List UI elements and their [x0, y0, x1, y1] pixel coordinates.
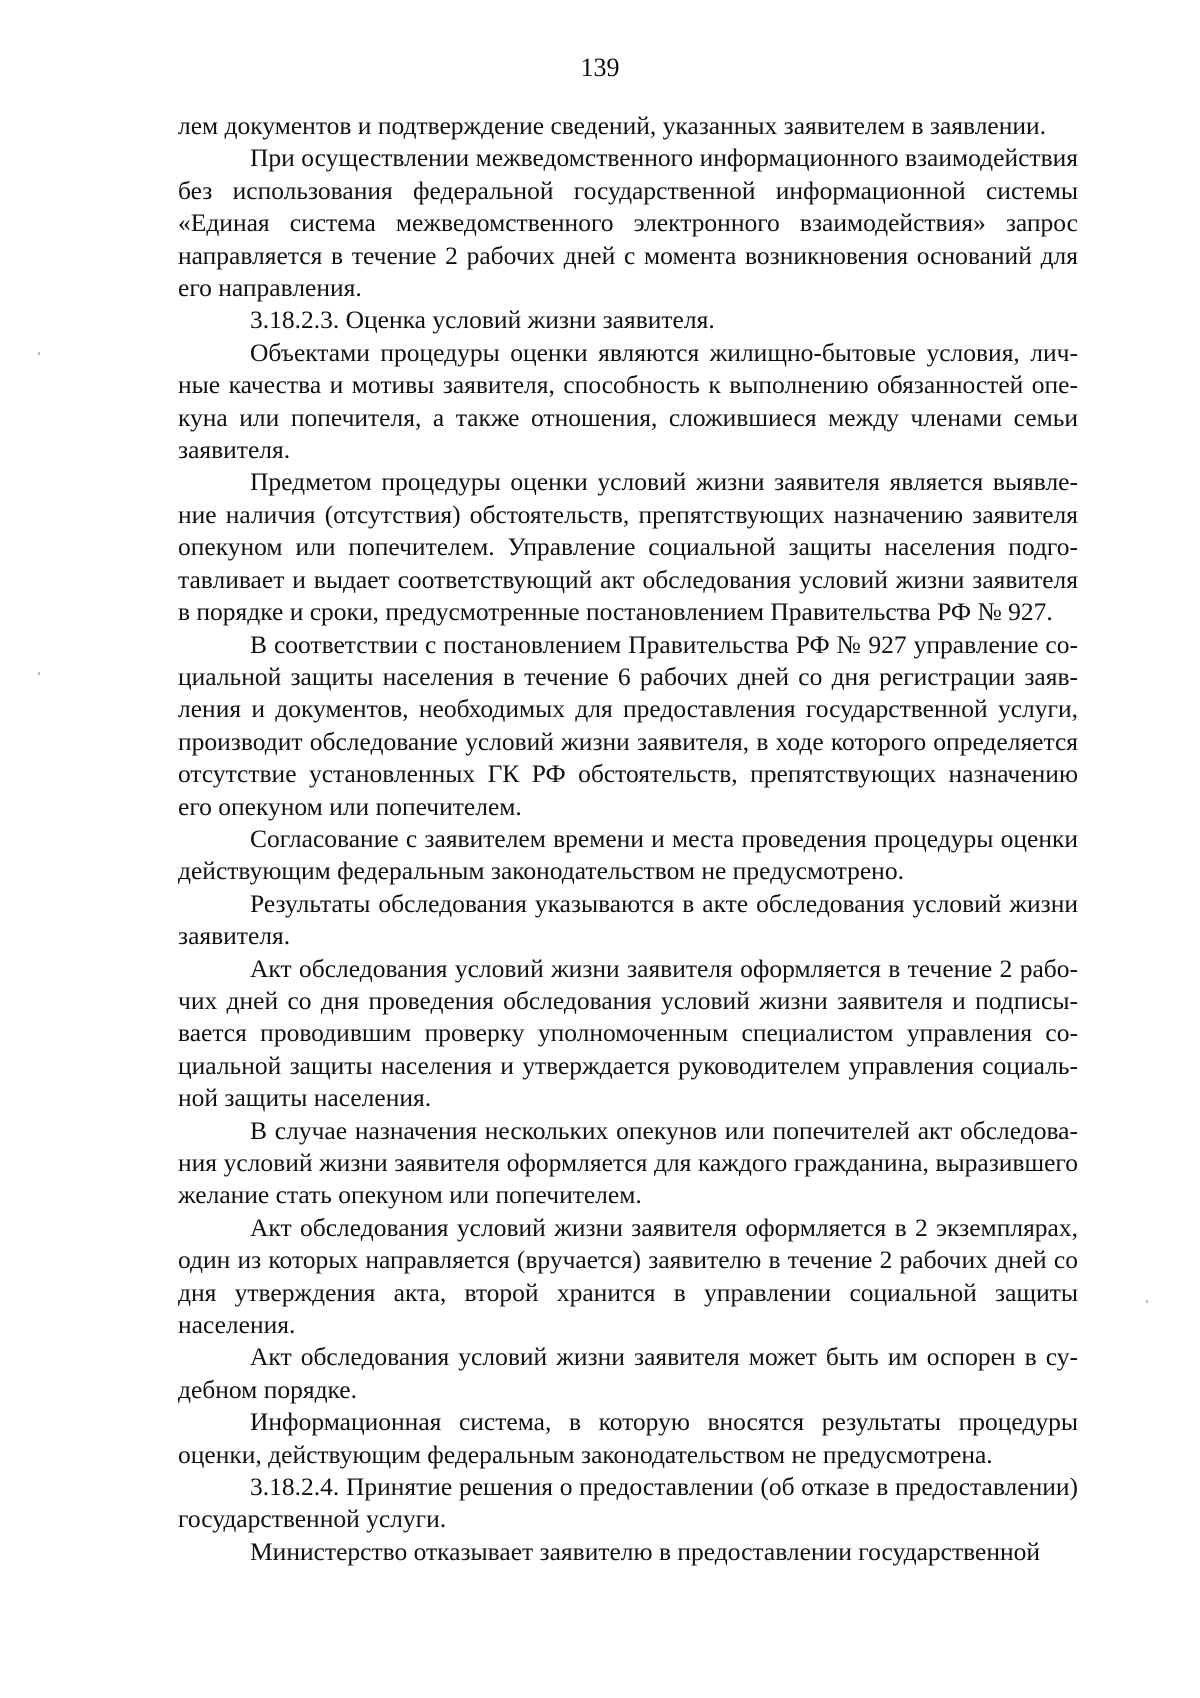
- section-heading-3-18-2-4: 3.18.2.4. Принятие решения о предоставлении (об отказе в предоставлении) государственной услуги.: [178, 1472, 1078, 1534]
- page-number: 139: [580, 53, 620, 82]
- paragraph-5: В соответствии с постановлением Правительства РФ № 927 управление социальной защиты населения в течение 6 рабочих дней со дня регистрации заявления и документов, необходимых для предоставления государственной услуги, производит обследование условий жизни заявителя, в ходе которого определяется отсутствие установленных ГК РФ обстоятельств, препятствующих назначению его опекуном или попечителем.: [178, 629, 1078, 821]
- paragraph-4: Предметом процедуры оценки условий жизни заявителя является выявление наличия (отсутствия) обстоятельств, препятствующих назначению заявителя опекуном или попечителем. Управление социальной защиты населения подготавливает и выдает соответствующий акт обследования условий жизни заявителя в порядке и сроки, предусмотренные постановлением Правительства РФ № 927.: [178, 467, 1078, 627]
- paragraph-7: Результаты обследования указываются в акте обследования условий жизни заявителя.: [178, 888, 1078, 951]
- scan-artifact: [38, 672, 40, 675]
- paragraph-1: лем документов и подтверждение сведений, указанных заявителем в заявлении.: [178, 111, 1047, 140]
- paragraph-2: При осуществлении межведомственного информационного взаимодействия без использования федеральной государственной информационной системы «Единая система межведомственного электронного взаимодействия» запрос направляется в течение 2 рабочих дней с момента возникновения оснований для его направления.: [178, 143, 1078, 303]
- paragraph-3: Объектами процедуры оценки являются жилищно-бытовые условия, личные качества и мотивы заявителя, способность к выполнению обязанностей опекуна или попечителя, а также отношения, сложившиеся между членами семьи заявителя.: [178, 337, 1078, 465]
- paragraph-12: Информационная система, в которую вносятся результаты процедуры оценки, действующим федеральным законодательством не предусмотрена.: [178, 1407, 1078, 1469]
- paragraph-9: В случае назначения нескольких опекунов или попечителей акт обследования условий жизни заявителя оформляется для каждого гражданина, выразившего желание стать опекуном или попечителем.: [178, 1115, 1078, 1210]
- scan-artifact: [38, 352, 40, 355]
- paragraph-13: Министерство отказывает заявителю в предоставлении государственной: [250, 1536, 1041, 1566]
- paragraph-11: Акт обследования условий жизни заявителя может быть им оспорен в судебном порядке.: [178, 1342, 1078, 1404]
- body-text: [178, 110, 1078, 1568]
- paragraph-8: Акт обследования условий жизни заявителя оформляется в течение 2 рабочих дней со дня проведения обследования условий жизни заявителя и подписывается проводившим проверку уполномоченным специалистом управления социальной защиты населения и утверждается руководителем управления социальной защиты населения.: [178, 953, 1078, 1113]
- paragraph-6: Согласование с заявителем времени и места проведения процедуры оценки действующим федеральным законодательством не предусмотрено.: [178, 823, 1078, 886]
- section-heading-3-18-2-3: 3.18.2.3. Оценка условий жизни заявителя.: [250, 305, 715, 335]
- scan-artifact: [1146, 1300, 1148, 1303]
- paragraph-10: Акт обследования условий жизни заявителя оформляется в 2 экземплярах, один из которых направляется (вручается) заявителю в течение 2 рабочих дней со дня утверждения акта, второй хранится в управлении социальной защиты населения.: [178, 1212, 1078, 1340]
